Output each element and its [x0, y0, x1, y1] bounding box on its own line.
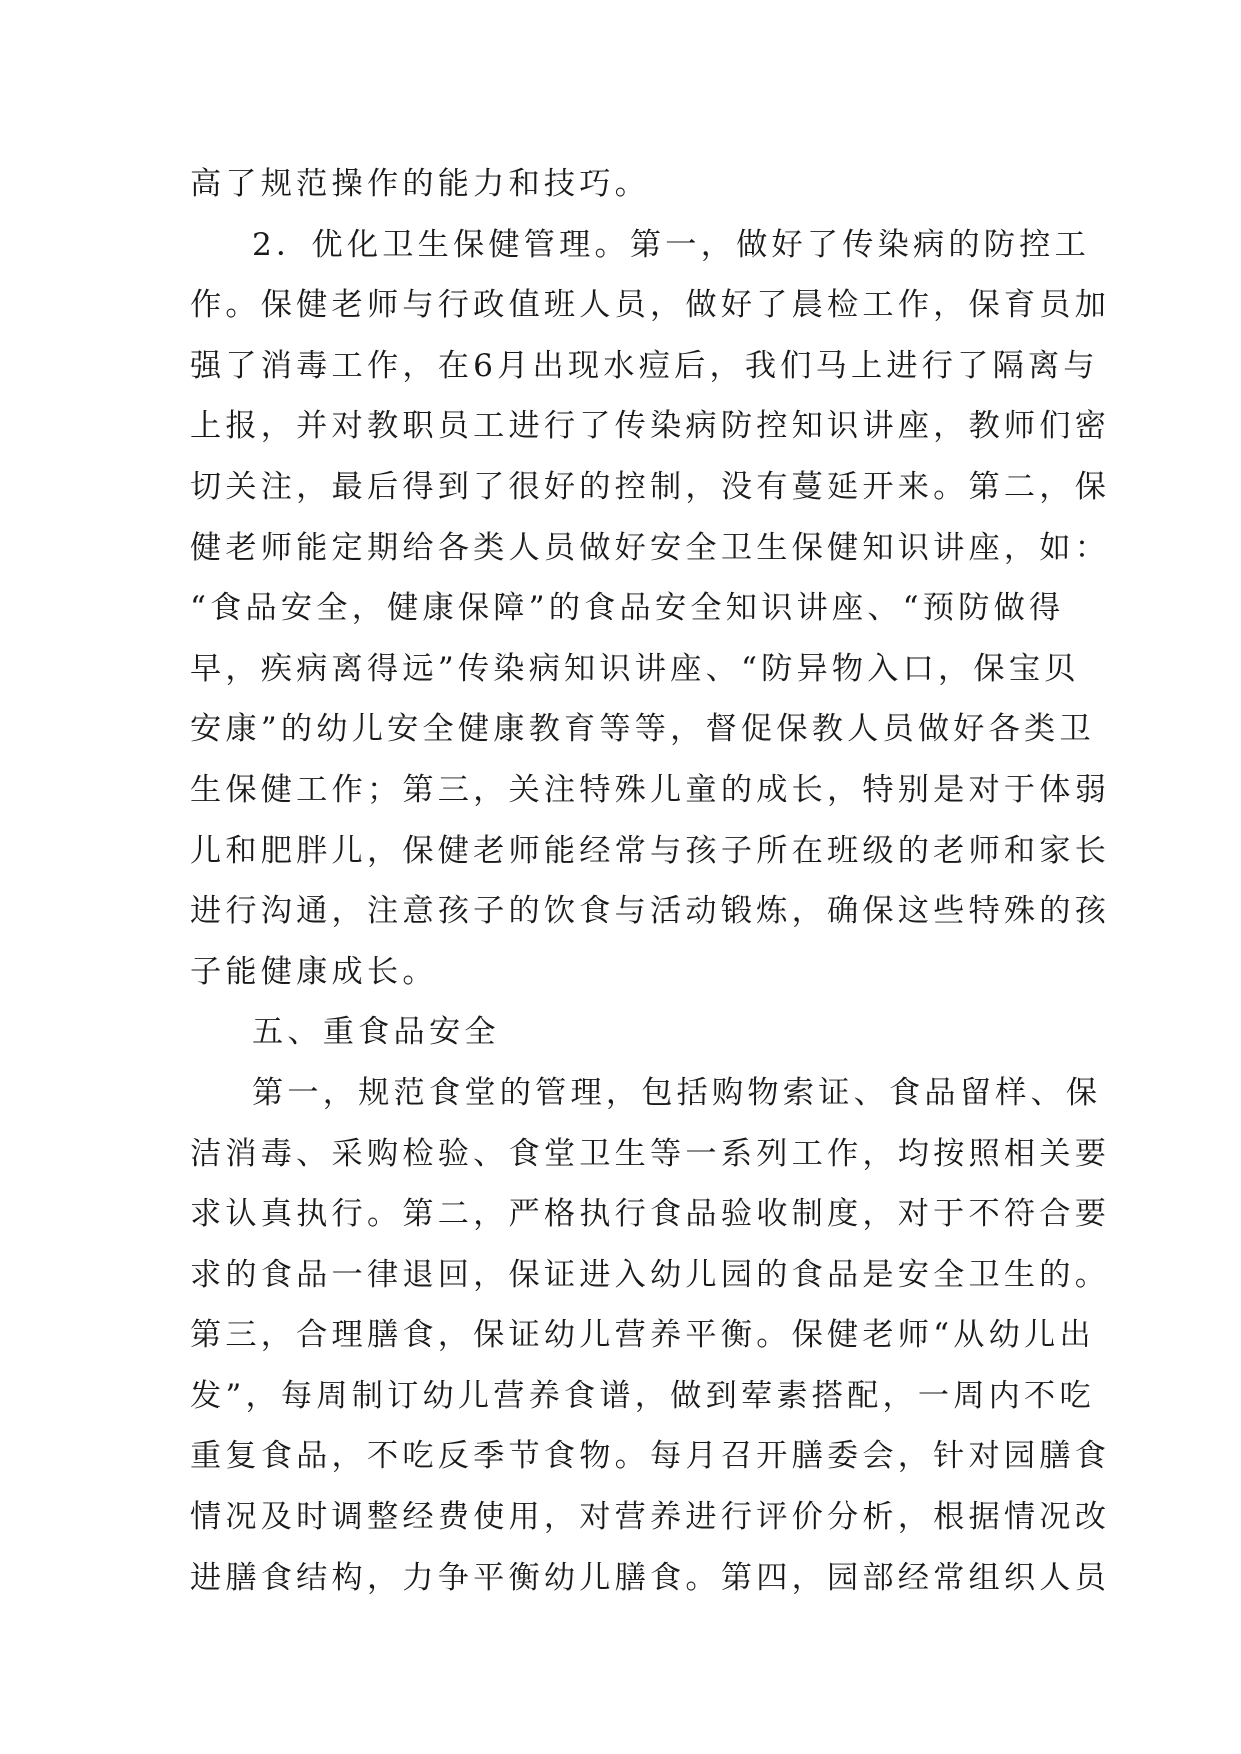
text-line: 情况及时调整经费使用，对营养进行评价分析，根据情况改 [190, 1499, 1111, 1536]
text-line: 发”，每周制订幼儿营养食谱，做到荤素搭配，一周内不吃 [190, 1377, 1095, 1414]
text-line: 求的食品一律退回，保证进入幼儿园的食品是安全卫生的。 [190, 1256, 1111, 1293]
text-line: 高了规范操作的能力和技巧。 [190, 166, 651, 202]
text-line: 2．优化卫生保健管理。第一，做好了传染病的防控工 [252, 226, 1090, 263]
text-line: 五、重食品安全 [252, 1014, 500, 1051]
text-line: 进行沟通，注意孩子的饮食与活动锻炼，确保这些特殊的孩 [190, 893, 1111, 930]
text-line: 早，疾病离得远”传染病知识讲座、“防异物入口，保宝贝 [190, 650, 1080, 687]
text-line: 第三，合理膳食，保证幼儿营养平衡。保健老师“从幼儿出 [190, 1317, 1095, 1354]
text-line: 上报，并对教职员工进行了传染病防控知识讲座，教师们密 [190, 408, 1111, 445]
text-line: 生保健工作；第三，关注特殊儿童的成长，特别是对于体弱 [190, 771, 1111, 808]
text-line: 切关注，最后得到了很好的控制，没有蔓延开来。第二，保 [190, 468, 1111, 505]
text-line: 第一，规范食堂的管理，包括购物索证、食品留样、保 [252, 1074, 1102, 1111]
text-line: 求认真执行。第二，严格执行食品验收制度，对于不符合要 [190, 1196, 1111, 1233]
text-line: 儿和肥胖儿，保健老师能经常与孩子所在班级的老师和家长 [190, 832, 1111, 869]
text-line: 安康”的幼儿安全健康教育等等，督促保教人员做好各类卫 [190, 711, 1095, 748]
text-line: 重复食品，不吃反季节食物。每月召开膳委会，针对园膳食 [190, 1438, 1111, 1475]
text-line: 作。保健老师与行政值班人员，做好了晨检工作，保育员加 [190, 287, 1111, 324]
text-line: 子能健康成长。 [190, 953, 438, 990]
text-line: 健老师能定期给各类人员做好安全卫生保健知识讲座，如： [190, 529, 1111, 566]
text-line: 洁消毒、采购检验、食堂卫生等一系列工作，均按照相关要 [190, 1135, 1111, 1172]
text-line: 强了消毒工作，在6月出现水痘后，我们马上进行了隔离与 [190, 347, 1099, 384]
text-line: “食品安全，健康保障”的食品安全知识讲座、“预防做得 [190, 590, 1065, 627]
text-line: 进膳食结构，力争平衡幼儿膳食。第四，园部经常组织人员 [190, 1559, 1111, 1596]
body-text [190, 154, 1111, 1608]
